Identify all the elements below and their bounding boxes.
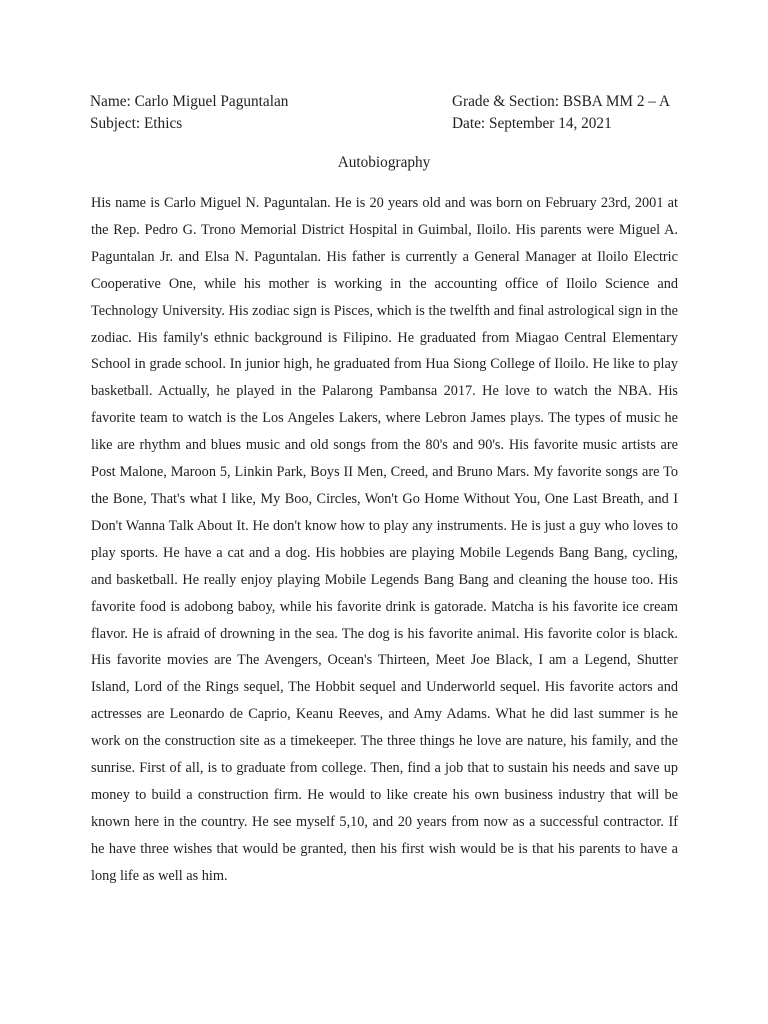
grade-section: Grade & Section: BSBA MM 2 – A bbox=[452, 93, 670, 110]
document-title: Autobiography bbox=[337, 154, 431, 171]
date: Date: September 14, 2021 bbox=[452, 115, 612, 132]
subject: Subject: Ethics bbox=[90, 115, 183, 132]
header-row-1 bbox=[90, 91, 690, 113]
student-name: Name: Carlo Miguel Paguntalan bbox=[90, 93, 289, 110]
document-header bbox=[90, 91, 690, 135]
body-paragraph: His name is Carlo Miguel N. Paguntalan. He is 20 years old and was born on February 23rd, 2001 at the Rep. Pedro G. Trono Memorial District Hospital in Guimbal, Iloilo. His parents were Miguel A. Paguntalan Jr. and Elsa N. Paguntalan. His father is currently a General Manager at Iloilo Electric Cooperative One, while his mother is working in the accounting office of Iloilo Science and Technology University. His zodiac sign is Pisces, which is the twelfth and final astrological sign in the zodiac. His family's ethnic background is Filipino. He graduated from Miagao Central Elementary School in grade school. In junior high, he graduated from Hua Siong College of Iloilo. He like to play basketball. Actually, he played in the Palarong Pambansa 2017. He love to watch the NBA. His favorite team to watch is the Los Angeles Lakers, where Lebron James plays. The types of music he like are rhythm and blues music and old songs from the 80's and 90's. His favorite music artists are Post Malone, Maroon 5, Linkin Park, Boys II Men, Creed, and Bruno Mars. My favorite songs are To the Bone, That's what I like, My Boo, Circles, Won't Go Home Without You, One Last Breath, and I Don't Wanna Talk About It. He don't know how to play any instruments. He is just a guy who loves to play sports. He have a cat and a dog. His hobbies are playing Mobile Legends Bang Bang, cycling, and basketball. He really enjoy playing Mobile Legends Bang Bang and cleaning the house too. His favorite food is adobong baboy, while his favorite drink is gatorade. Matcha is his favorite ice cream flavor. He is afraid of drowning in the sea. The dog is his favorite animal. His favorite color is black. His favorite movies are The Avengers, Ocean's Thirteen, Meet Joe Black, I am a Legend, Shutter Island, Lord of the Rings sequel, The Hobbit sequel and Underworld sequel. His favorite actors and actresses are Leonardo de Caprio, Keanu Reeves, and Amy Adams. What he did last summer is he work on the construction site as a timekeeper. The three things he love are nature, his family, and the sunrise. First of all, is to graduate from college. Then, find a job that to sustain his needs and save up money to build a construction firm. He would to like create his own business industry that will be known here in the country. He see myself 5,10, and 20 years from now as a successful contractor. If he have three wishes that would be granted, then his first wish would be is that his parents to have a long life as well as him. bbox=[91, 195, 678, 884]
header-row-2 bbox=[90, 113, 690, 135]
